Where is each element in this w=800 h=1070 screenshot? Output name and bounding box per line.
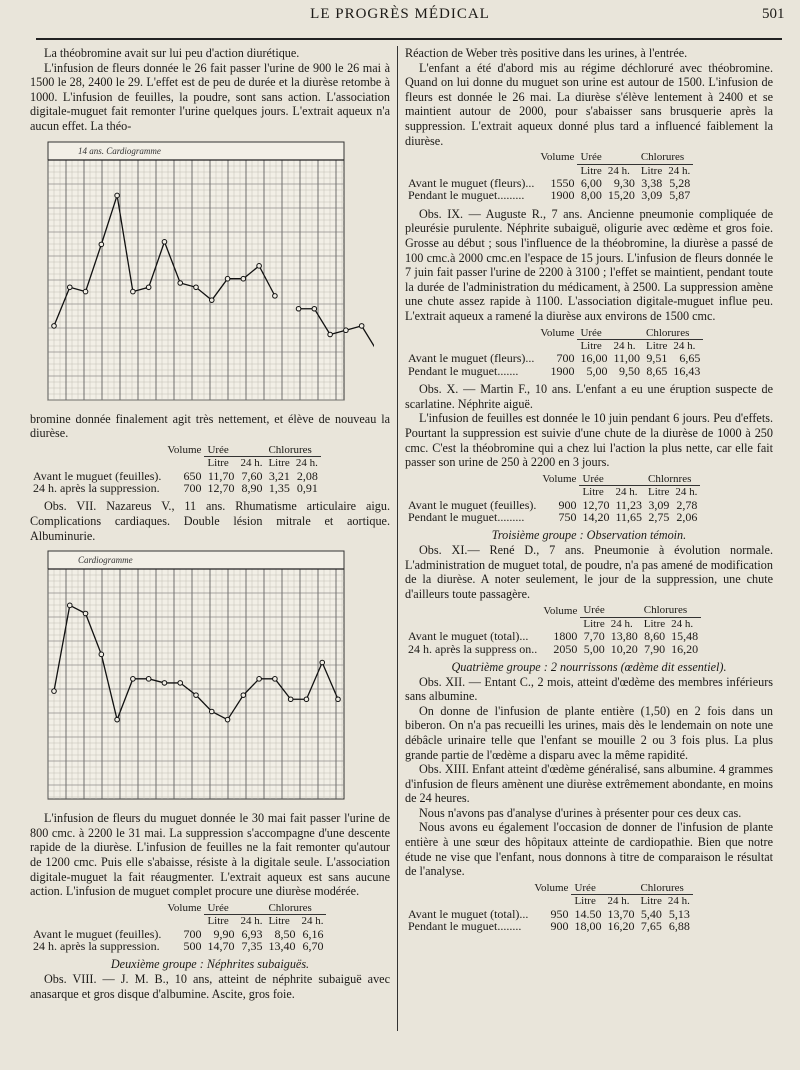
paragraph: L'enfant a été d'abord mis au régime déchloruré avec théobromine. Quand on lui donne du muguet son urine est autour de 1500. L'infusion de fleurs est donnée le 26 mai. La diurèse s'élève lentement à 2400 et se maintient autour de 2000, pour s'abaisser sans brusquerie après la suppression. L'extrait aqueux donné plus tard a influencé faiblement la diurèse. — [405, 60, 773, 148]
cell: 9,51 — [646, 351, 668, 366]
cell: 3,09 — [648, 497, 670, 512]
col-litre: Litre — [207, 915, 229, 928]
cell: 5,00 — [586, 363, 608, 378]
data-point — [131, 289, 136, 294]
col-24h: 24 h. — [240, 915, 263, 928]
right-column — [405, 46, 773, 937]
data-point — [328, 332, 333, 337]
cell: 950 — [550, 906, 569, 921]
cell: 1550 — [550, 175, 575, 190]
cell: 900 — [558, 497, 577, 512]
col-litre: Litre — [580, 339, 602, 352]
results-table-4 — [405, 327, 703, 378]
data-point — [273, 293, 278, 298]
data-point — [320, 660, 325, 665]
cell: 1900 — [550, 363, 575, 378]
cell: 900 — [550, 919, 569, 934]
cell: 13,70 — [607, 906, 635, 921]
paragraph: On donne de l'infusion de plante entière (1,50) en 2 fois dans un biberon. On n'a pas recueilli les urines, mais dès le lendemain on note une débâcle urinaire telle que l'enfant se mouille 2 ou 3 fois plus. La plus grande partie de l'œdème a disparu avec la même rapidité. — [405, 703, 773, 762]
table-row — [405, 920, 693, 932]
row-label: Avant le muguet (total)... — [408, 629, 529, 644]
data-point — [241, 693, 246, 698]
cell: 1800 — [553, 629, 578, 644]
section-heading: Quatrième groupe : 2 nourrissons (œdème dit essentiel). — [451, 659, 727, 674]
data-point — [162, 681, 167, 686]
cell: 700 — [556, 351, 575, 366]
data-point — [209, 297, 214, 302]
data-point — [131, 677, 136, 682]
chart-tag: 14 ans. Cardiogramme — [78, 145, 161, 156]
data-point — [273, 677, 278, 682]
diuresis-chart-2 — [44, 547, 390, 805]
paragraph: La théobromine avait sur lui peu d'action diurétique. — [44, 46, 300, 60]
cell: 11,65 — [615, 509, 642, 524]
chart-tag: Cardiogramme — [78, 555, 133, 566]
data-point — [194, 285, 199, 290]
cell: 16,43 — [673, 363, 701, 378]
cell: 16,20 — [671, 641, 699, 656]
cell: 750 — [558, 509, 577, 524]
cell: 650 — [183, 468, 202, 483]
cell: 6,65 — [679, 351, 701, 366]
cell: 8,65 — [646, 363, 668, 378]
col-litre: Litre — [268, 457, 290, 470]
col-litre: Litre — [582, 486, 604, 499]
paragraph: Obs. VII. Nazareus V., 11 ans. Rhumatisme articulaire aigu. Complications cardiaques. Double lésion mitrale et aortique. Albuminurie. — [30, 499, 390, 543]
row-label: Avant le muguet (total)... — [408, 906, 529, 921]
cell: 13,40 — [268, 938, 296, 953]
col-24h: 24 h. — [295, 457, 318, 470]
paragraph: Nous avons eu également l'occasion de donner de l'infusion de plante entière à une sœur des hôpitaux atteinte de cardiopathie. Bien que notre étude ne vise que l'enfant, nous donnons à titre de comparaison le résultat de l'analyse. — [405, 820, 773, 879]
cell: 7,35 — [241, 938, 263, 953]
col-24h: 24 h. — [671, 617, 694, 630]
cell: 11,70 — [207, 468, 235, 483]
cell: 700 — [183, 926, 202, 941]
paragraph: Nous n'avons pas d'analyse d'urines à présenter pour ces deux cas. — [419, 805, 742, 820]
table-row — [405, 352, 703, 364]
col-24h: 24 h. — [301, 915, 324, 928]
row-label: Pendant le muguet....... — [408, 363, 519, 378]
cell: 5,00 — [583, 641, 605, 656]
data-point — [67, 285, 72, 290]
col-uree: Urée — [204, 902, 265, 915]
cell: 8,50 — [274, 926, 296, 941]
cell: 700 — [183, 480, 202, 495]
section-heading: Troisième groupe : Observation témoin. — [491, 528, 687, 543]
results-table-7 — [405, 882, 693, 933]
paragraph: bromine donnée finalement agit très nettement, et élève de nouveau la diurèse. — [30, 411, 390, 441]
cell: 12,70 — [207, 480, 235, 495]
data-point — [225, 718, 230, 723]
cell: 16,00 — [580, 351, 608, 366]
row-label: 24 h. après la suppress on.. — [408, 641, 538, 656]
col-chlorures: Chlorures — [265, 902, 326, 915]
col-chlorures: Chlorures — [265, 444, 320, 457]
cell: 6,88 — [668, 919, 690, 934]
cell: 1,35 — [268, 480, 290, 495]
diuresis-chart-1 — [44, 138, 390, 406]
cell: 13,80 — [610, 629, 638, 644]
table-row — [405, 630, 701, 642]
data-point — [83, 289, 88, 294]
table-row — [405, 511, 700, 523]
cell: 2,75 — [648, 509, 670, 524]
data-point — [115, 718, 120, 723]
paragraph: Obs. IX. — Auguste R., 7 ans. Ancienne pneumonie compliquée de pleurésie purulente. Néphrite subaiguë, oligurie avec œdème et gros foie. Grosse au début ; sous l'influence de la théobromine, la diurèse a passé de 100 cmc.à 2000 cmc.en l'espace de 15 jours. L'infusion de fleurs donnée le 7 juin fait passer l'urine de 2200 à 3100 ; l'effet se maintient, pendant toute la durée de l'administration du médicament, à 2500. La suppression amène une chute assez rapide à 1100. L'association digitale-muguet influe peu. L'extrait aqueux a ramené la diurèse aux environs de 1500 cmc. — [405, 206, 773, 323]
cell: 5,40 — [640, 906, 662, 921]
cell: 2,08 — [296, 468, 318, 483]
data-point — [178, 681, 183, 686]
col-chlorures: Chlornres — [645, 473, 700, 486]
cell: 16,20 — [607, 919, 635, 934]
row-label: Avant le muguet (feuilles). — [33, 926, 162, 941]
col-uree: Urée — [571, 882, 637, 895]
results-table-1 — [30, 444, 321, 495]
chart1-svg — [44, 138, 374, 406]
results-table-2 — [30, 902, 326, 953]
cell: 8,00 — [580, 188, 602, 203]
data-point — [67, 603, 72, 608]
cell: 11,23 — [615, 497, 642, 512]
paragraph: L'infusion de feuilles est donnée le 10 juin pendant 6 jours. Peu d'effets. Pourtant la suppression est suivie d'une chute de la diurèse de 1000 à 250 cmc. C'est la théobromine qui a chez lui l'action la plus nette, car elle fait passer son urine de 250 à 2200 en 3 jours. — [405, 411, 773, 470]
cell: 5,28 — [669, 175, 691, 190]
data-point — [209, 709, 214, 714]
data-point — [52, 323, 57, 328]
row-label: Avant le muguet (feuilles). — [33, 468, 162, 483]
col-volume: Volume — [540, 151, 575, 164]
header-rule — [36, 38, 782, 40]
data-point — [288, 697, 293, 702]
cell: 2,78 — [676, 497, 698, 512]
cell: 5,13 — [668, 906, 690, 921]
cell: 12,70 — [582, 497, 610, 512]
col-litre: Litre — [646, 339, 668, 352]
journal-title: LE PROGRÈS MÉDICAL — [310, 6, 490, 22]
data-point — [99, 242, 104, 247]
data-point — [194, 693, 199, 698]
col-volume: Volume — [540, 326, 575, 339]
col-litre: Litre — [580, 164, 602, 177]
col-chlorures: Chlorures — [643, 327, 703, 340]
data-point — [115, 193, 120, 198]
col-litre: Litre — [640, 895, 662, 908]
paragraph: L'infusion de fleurs donnée le 26 fait passer l'urine de 900 le 26 mai à 1500 le 28, 2400 le 29. L'effet est de peu de durée et la diurèse retombe à 1000. L'infusion de feuilles, la poudre, sont sans action. L'association digitale-muguet fait remonter l'urine quelques jours. L'extrait aqueux n'a aucun effet. La théo- — [30, 60, 390, 133]
col-chlorures: Chlorures — [637, 882, 692, 895]
results-table-3 — [405, 151, 693, 202]
col-volume: Volume — [542, 472, 577, 485]
col-24h: 24 h. — [668, 164, 691, 177]
col-24h: 24 h. — [240, 457, 263, 470]
data-point — [146, 285, 151, 290]
cell: 5,87 — [669, 188, 691, 203]
data-point — [336, 697, 341, 702]
col-24h: 24 h. — [607, 895, 630, 908]
data-point — [162, 239, 167, 244]
row-label: 24 h. après la suppression. — [33, 938, 160, 953]
cell: 9,50 — [619, 363, 640, 378]
cell: 10,20 — [610, 641, 638, 656]
cell: 9,30 — [613, 175, 635, 190]
col-uree: Urée — [204, 444, 265, 457]
cell: 6,93 — [241, 926, 263, 941]
paragraph: Réaction de Weber très positive dans les urines, à l'entrée. — [405, 46, 688, 60]
data-point — [178, 280, 183, 285]
data-point — [312, 306, 317, 311]
paragraph: Obs. XIII. Enfant atteint d'œdème généralisé, sans albumine. 4 grammes d'infusion de fleurs amènent une diurèse extrêmement abondante, en moins de 24 heures. — [405, 762, 773, 806]
table-row — [30, 940, 326, 952]
row-label: Avant le muguet (feuilles). — [408, 497, 537, 512]
cell: 9,90 — [213, 926, 235, 941]
cell: 7,70 — [583, 629, 605, 644]
col-chlorures: Chlorures — [638, 151, 693, 164]
results-table-5 — [405, 473, 700, 524]
data-point — [83, 611, 88, 616]
row-label: Pendant le muguet......... — [408, 509, 525, 524]
cell: 7,90 — [644, 641, 666, 656]
col-chlorures: Chlorures — [641, 604, 701, 617]
data-point — [296, 306, 301, 311]
col-litre: Litre — [207, 457, 229, 470]
cell: 14.50 — [574, 906, 602, 921]
cell: 2050 — [553, 641, 578, 656]
cell: 7,60 — [241, 468, 263, 483]
col-24h: 24 h. — [615, 486, 638, 499]
col-24h: 24 h. — [607, 164, 630, 177]
paragraph: Obs. VIII. — J. M. B., 10 ans, atteint de néphrite subaiguë avec anasarque et gros disque d'albumine. Ascite, gros foie. — [30, 971, 390, 1001]
cell: 1900 — [550, 188, 575, 203]
col-uree: Urée — [579, 473, 645, 486]
data-point — [257, 677, 262, 682]
left-column — [30, 46, 390, 1001]
column-divider — [397, 46, 398, 1031]
row-label: Pendant le muguet........ — [408, 919, 522, 934]
col-uree: Urée — [577, 151, 637, 164]
data-point — [52, 689, 57, 694]
paragraph: Obs. XII. — Entant C., 2 mois, atteint d'œdème des membres inférieurs sans albumine. — [405, 674, 773, 704]
data-point — [257, 263, 262, 268]
cell: 14,20 — [582, 509, 610, 524]
cell: 15,20 — [607, 188, 635, 203]
cell: 15,48 — [671, 629, 699, 644]
cell: 11,00 — [613, 351, 640, 366]
data-point — [359, 323, 364, 328]
results-table-6 — [405, 604, 701, 655]
row-label: 24 h. après la suppression. — [33, 480, 160, 495]
col-24h: 24 h. — [613, 339, 636, 352]
paragraph: Obs. XI.— René D., 7 ans. Pneumonie à évolution normale. L'administration de muguet total, de poudre, n'a pas amené de modification de la diurèse. A noter seulement, le jour de la suppression, une chute d'ailleurs toute passagère. — [405, 542, 773, 601]
data-point — [304, 697, 309, 702]
col-volume: Volume — [167, 901, 202, 914]
col-24h: 24 h. — [673, 339, 696, 352]
table-row — [405, 365, 703, 377]
paragraph: Obs. X. — Martin F., 10 ans. L'enfant a eu une éruption suspecte de scarlatine. Néphrite aiguë. — [405, 382, 773, 411]
cell: 3,38 — [641, 175, 663, 190]
cell: 7,65 — [640, 919, 662, 934]
cell: 500 — [183, 938, 202, 953]
cell: 2,06 — [676, 509, 698, 524]
cell: 8,60 — [644, 629, 666, 644]
chart2-svg — [44, 547, 374, 805]
paragraph: L'infusion de fleurs du muguet donnée le 30 mai fait passer l'urine de 800 cmc. à 2200 le 31 mai. La suppression s'accompagne d'une descente rapide de la diurèse. L'infusion de feuilles ne la fait remonter qu'autour de 1200 cmc. Puis elle s'abaisse, résiste à la digitale seule. L'association digitale-muguet la fait réaugmenter. L'extrait aqueux est sans aucune action. L'infusion de muguet complet procure une diurèse modérée. — [30, 811, 390, 899]
table-row — [405, 189, 693, 201]
data-point — [99, 652, 104, 657]
data-point — [225, 276, 230, 281]
data-point — [241, 276, 246, 281]
col-volume: Volume — [534, 882, 569, 895]
col-volume: Volume — [167, 444, 202, 456]
col-litre: Litre — [640, 164, 663, 177]
col-litre: Litre — [648, 486, 670, 499]
cell: 14,70 — [207, 938, 235, 953]
cell: 3,09 — [641, 188, 663, 203]
col-uree: Urée — [580, 604, 640, 617]
col-litre: Litre — [268, 915, 290, 928]
col-litre: Litre — [574, 895, 596, 908]
col-24h: 24 h. — [675, 486, 698, 499]
table-row — [30, 482, 321, 494]
col-24h: 24 h. — [610, 617, 633, 630]
row-label: Avant le muguet (fleurs)... — [408, 175, 535, 190]
col-litre: Litre — [643, 617, 666, 630]
row-label: Pendant le muguet......... — [408, 188, 525, 203]
table-row — [405, 643, 701, 655]
section-heading: Deuxième groupe : Néphrites subaiguës. — [110, 957, 310, 972]
data-point — [344, 327, 349, 332]
col-uree: Urée — [577, 327, 643, 340]
cell: 6,00 — [580, 175, 602, 190]
cell: 3,21 — [268, 468, 290, 483]
cell: 8,90 — [241, 480, 263, 495]
cell: 6,16 — [302, 926, 324, 941]
col-litre: Litre — [583, 617, 605, 630]
page-number: 501 — [762, 6, 785, 22]
cell: 0,91 — [296, 480, 318, 495]
cell: 18,00 — [574, 919, 602, 934]
cell: 6,70 — [302, 938, 324, 953]
data-point — [146, 677, 151, 682]
row-label: Avant le muguet (fleurs)... — [408, 351, 535, 366]
col-volume: Volume — [543, 604, 578, 617]
col-24h: 24 h. — [667, 895, 690, 908]
